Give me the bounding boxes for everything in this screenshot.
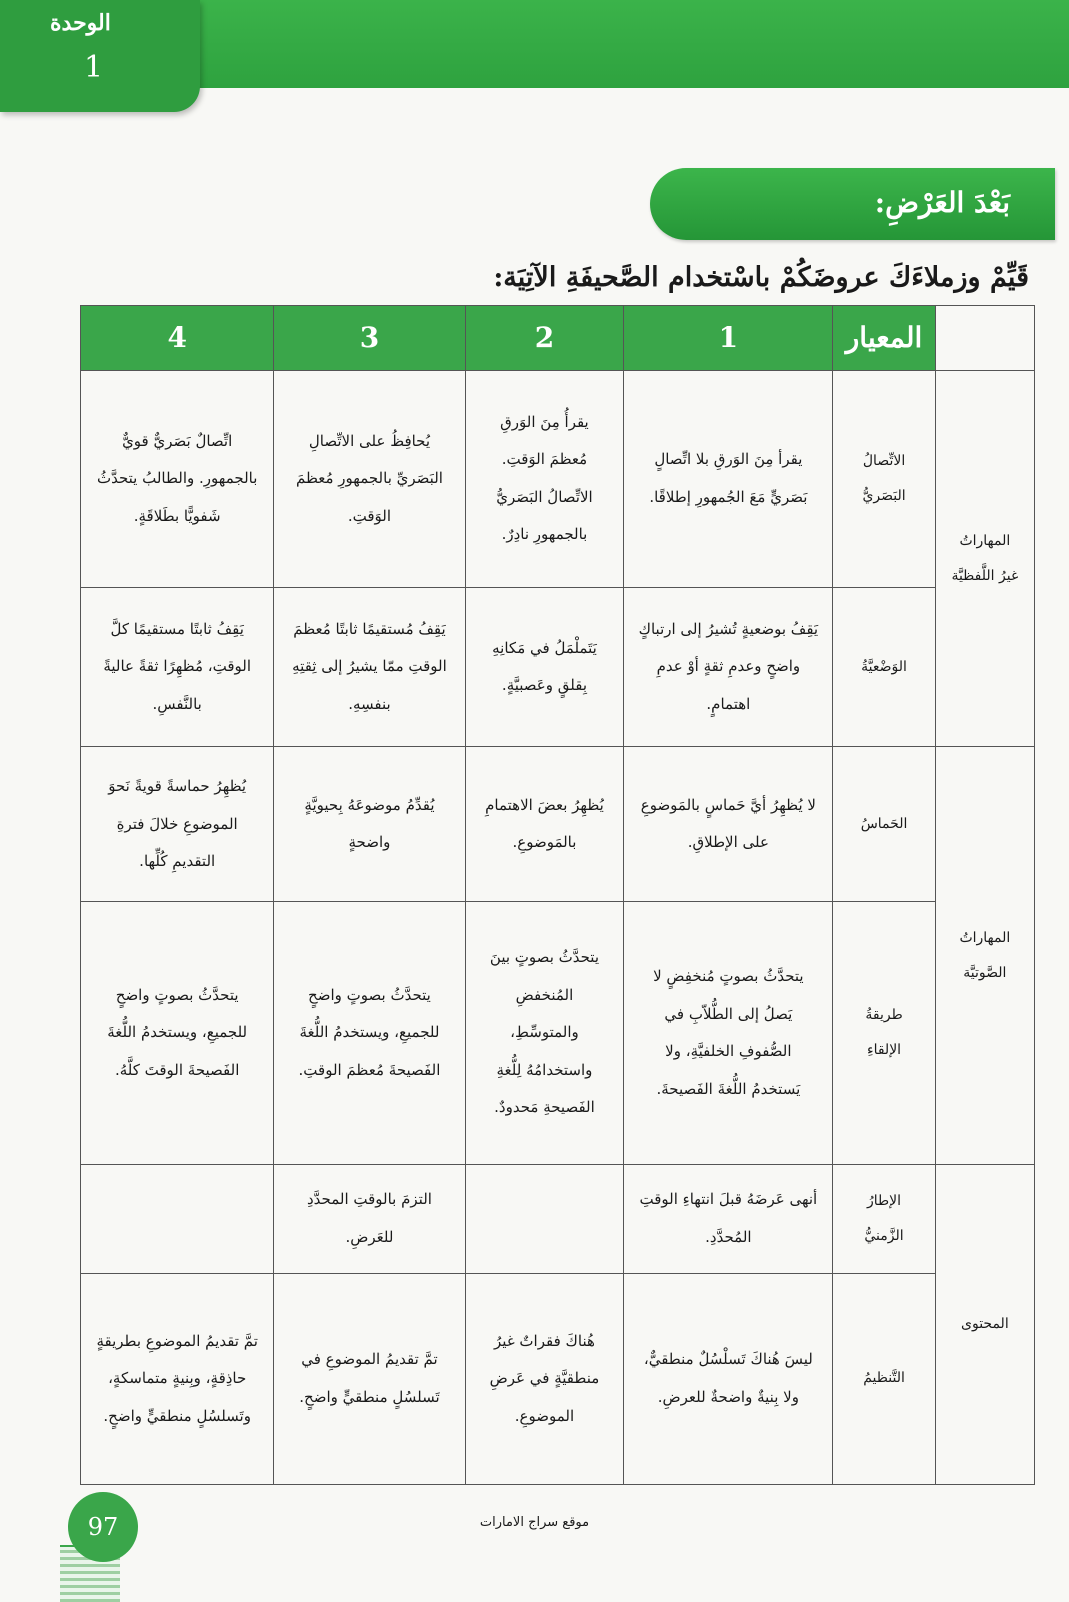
level-4-cell: تمَّ تقديمُ الموضوعِ بطريقةٍ حاذِقةٍ، وبِنيةٍ متماسكةٍ، وتَسلسُلٍ منطقيٍّ واضحٍ. — [81, 1273, 274, 1485]
level-2-cell: يقرأُ مِنَ الوَرقِ مُعظمَ الوَقتِ. الاتِّصالُ البَصَريُّ بالجمهورِ نادِرٌ. — [465, 370, 624, 587]
table-header-row — [81, 306, 1035, 371]
level-3-cell: تمَّ تقديمُ الموضوعِ في تَسلسُلٍ منطقيٍّ واضحٍ. — [274, 1273, 465, 1485]
unit-number: 1 — [84, 50, 104, 85]
level-1-cell: لا يُظهِرُ أيَّ حَماسٍ بالمَوضوعِ على الإطلاقِ. — [624, 747, 833, 902]
table-row — [81, 747, 1035, 902]
level-1-cell: يقرأ مِنَ الوَرقِ بلا اتِّصالٍ بَصَريٍّ مَعَ الجُمهورِ إطلاقًا. — [624, 370, 833, 587]
section-title-banner — [650, 168, 1055, 240]
level-1-cell: ليسَ هُناكَ تَسلْسُلٌ منطقيٌّ، ولا بِنيةٌ واضحةٌ للعرضِ. — [624, 1273, 833, 1485]
instruction-text: قَيِّمْ وزملاءَكَ عروضَكُمْ باسْتخدام الصَّحيفَةِ الآتِيَة: — [493, 262, 1029, 293]
level-2-cell — [465, 1165, 624, 1273]
criterion-cell: طريقةُ الإلقاءِ — [833, 902, 935, 1165]
level-3-cell: يتحدَّثُ بصوتٍ واضحٍ للجميعِ، ويستخدمُ اللُّغةَ الفَصيحةَ مُعظمَ الوقتِ. — [274, 902, 465, 1165]
level-3-cell: يَقِفُ مُستقيمًا ثابتًا مُعظمَ الوقتِ ممّا يشيرُ إلى ثِقتِهِ بنفسِهِ. — [274, 587, 465, 747]
criterion-cell: التَّنظيمُ — [833, 1273, 935, 1485]
level-2-cell: يُظهِرُ بعضَ الاهتمامِ بالمَوضوعِ. — [465, 747, 624, 902]
level-3-cell: يُحافِظُ على الاتِّصالِ البَصَريِّ بالجمهورِ مُعظمَ الوَقتِ. — [274, 370, 465, 587]
group-vocal: المهاراتُ الصَّوتيَّة — [935, 747, 1034, 1165]
level-4-cell: يُظهِرُ حماسةً قويةً نَحوَ الموضوعِ خلالَ فترةِ التقديمِ كُلِّها. — [81, 747, 274, 902]
criterion-cell: الوَضْعيَّةُ — [833, 587, 935, 747]
header-criterion: المعيار — [833, 306, 935, 371]
table-row — [81, 370, 1035, 587]
table-row — [81, 902, 1035, 1165]
level-1-cell: يتحدَّثُ بصوتٍ مُنخفِضٍ لا يَصلُ إلى الطُّلاّبِ في الصُّفوفِ الخلفيَّةِ، ولا يَستخدمُ اللُّغةَ الفَصيحةَ. — [624, 902, 833, 1165]
page-number: 97 — [68, 1492, 138, 1562]
header-blank-cell — [935, 306, 1034, 371]
level-4-cell: يَقِفُ ثابتًا مستقيمًا كلَّ الوقتِ، مُظهِرًا ثقةً عاليةً بالنَّفسِ. — [81, 587, 274, 747]
level-1-cell: يَقِفُ بوضعيةٍ تُشيرُ إلى ارتباكٍ واضحٍ وعدمِ ثقةٍ أوْ عدمِ اهتمامٍ. — [624, 587, 833, 747]
header-level-2: 2 — [465, 306, 624, 371]
unit-tab — [0, 0, 200, 112]
unit-label: الوحدة — [50, 10, 111, 36]
level-4-cell: يتحدَّثُ بصوتٍ واضحٍ للجميعِ، ويستخدمُ اللُّغةَ الفَصيحةَ الوقتَ كلَّهُ. — [81, 902, 274, 1165]
section-title: بَعْدَ العَرْضِ: — [874, 186, 1010, 219]
level-3-cell: التزمَ بالوقتِ المحدَّدِ للعَرضِ. — [274, 1165, 465, 1273]
level-1-cell: أنهى عَرضَهُ قبلَ انتهاءِ الوقتِ المُحدَّدِ. — [624, 1165, 833, 1273]
level-2-cell: يَتَملْمَلُ في مَكانِهِ بِقلقٍ وعَصبيَّةٍ. — [465, 587, 624, 747]
level-2-cell: هُناكَ فقراتٌ غيرُ منطقيَّةٍ في عَرضِ الموضوعِ. — [465, 1273, 624, 1485]
criterion-cell: الاتِّصالُ البَصَريُّ — [833, 370, 935, 587]
level-4-cell — [81, 1165, 274, 1273]
criterion-cell: الحَماسُ — [833, 747, 935, 902]
table-row — [81, 1165, 1035, 1273]
rubric-table — [80, 305, 1035, 1485]
header-level-3: 3 — [274, 306, 465, 371]
level-4-cell: اتِّصالٌ بَصَريٌّ قويٌّ بالجمهورِ. والطالبُ يتحدَّثُ شَفويًّا بطَلاقَةٍ. — [81, 370, 274, 587]
header-level-1: 1 — [624, 306, 833, 371]
table-row — [81, 587, 1035, 747]
table-row — [81, 1273, 1035, 1485]
criterion-cell: الإطارُ الزَّمنيُّ — [833, 1165, 935, 1273]
level-3-cell: يُقدِّمُ موضوعَهُ بِحيويَّةٍ واضحةٍ — [274, 747, 465, 902]
level-2-cell: يتحدَّثُ بصوتٍ بينَ المُنخفضِ والمتوسِّطِ، واستخدامُهُ لِلُّغةِ الفَصيحةِ مَحدودٌ. — [465, 902, 624, 1165]
header-level-4: 4 — [81, 306, 274, 371]
footer-site-name: موقع سراج الامارات — [479, 1515, 590, 1530]
group-nonverbal: المهاراتُ غيرُ اللَّفظيَّة — [935, 370, 1034, 746]
group-content: المحتوى — [935, 1165, 1034, 1485]
